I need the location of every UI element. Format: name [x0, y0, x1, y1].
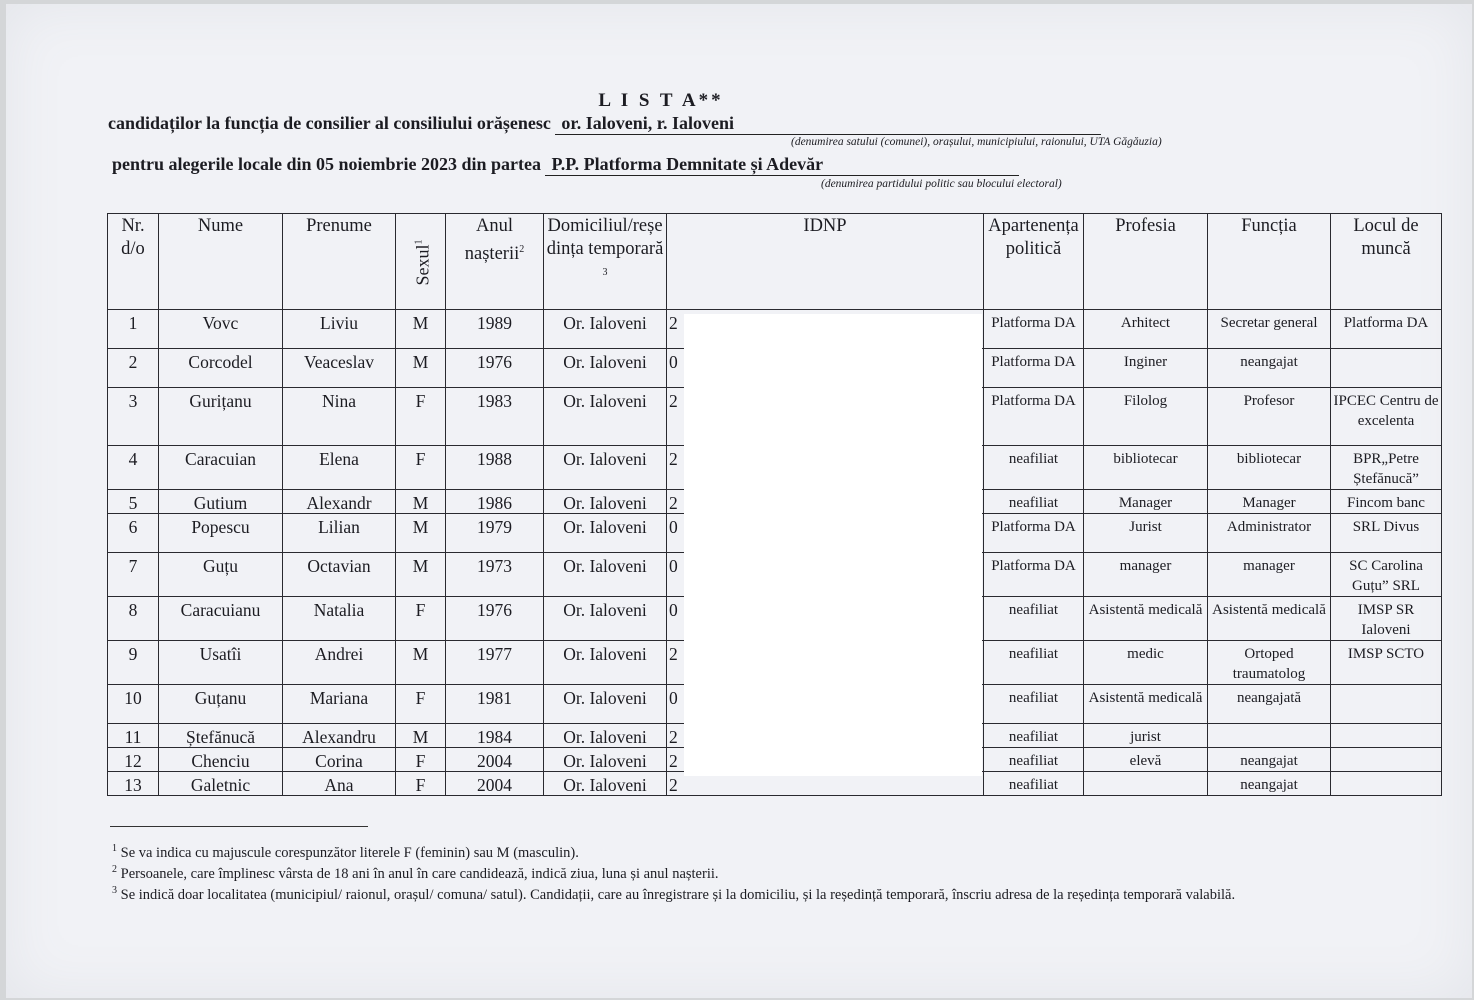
cell-sex: M	[396, 310, 446, 349]
cell-domiciliu: Or. Ialoveni	[544, 724, 667, 748]
cell-apartenenta: Platforma DA	[984, 514, 1084, 553]
cell-nume: Chenciu	[159, 748, 283, 772]
cell-apartenenta: neafiliat	[984, 724, 1084, 748]
cell-an: 1976	[446, 349, 544, 388]
cell-functia: neangajat	[1208, 349, 1331, 388]
cell-nume: Gurițanu	[159, 388, 283, 446]
cell-profesia: Filolog	[1084, 388, 1208, 446]
party-line-label: pentru alegerile locale din 05 noiembrie 2023 din partea	[112, 154, 541, 174]
cell-locul: IMSP SCTO	[1331, 641, 1442, 685]
footnote-separator	[110, 826, 368, 827]
col-header-apartenenta: Apartenența politică	[984, 214, 1084, 310]
cell-idnp: 2	[667, 772, 984, 796]
redaction-box	[684, 314, 982, 776]
cell-nume: Caracuianu	[159, 597, 283, 641]
cell-nr: 9	[108, 641, 159, 685]
cell-nr: 4	[108, 446, 159, 490]
cell-apartenenta: neafiliat	[984, 446, 1084, 490]
cell-prenume: Corina	[283, 748, 396, 772]
cell-an: 1976	[446, 597, 544, 641]
cell-locul	[1331, 724, 1442, 748]
cell-idnp: 2	[667, 310, 984, 349]
col-header-domiciliul	[544, 214, 667, 310]
cell-domiciliu: Or. Ialoveni	[544, 553, 667, 597]
col-header-anul	[446, 214, 544, 310]
cell-nume: Ștefănucă	[159, 724, 283, 748]
cell-an: 1989	[446, 310, 544, 349]
cell-idnp: 0	[667, 553, 984, 597]
cell-functia: neangajată	[1208, 685, 1331, 724]
cell-functia: Profesor	[1208, 388, 1331, 446]
cell-functia: Ortoped traumatolog	[1208, 641, 1331, 685]
cell-idnp: 0	[667, 597, 984, 641]
document-page	[6, 4, 1472, 998]
cell-profesia: elevă	[1084, 748, 1208, 772]
cell-locul	[1331, 748, 1442, 772]
cell-an: 1986	[446, 490, 544, 514]
cell-domiciliu: Or. Ialoveni	[544, 446, 667, 490]
cell-prenume: Alexandr	[283, 490, 396, 514]
cell-profesia: medic	[1084, 641, 1208, 685]
cell-profesia: manager	[1084, 553, 1208, 597]
anul-label: Anul nașterii	[464, 216, 520, 265]
cell-nume: Galetnic	[159, 772, 283, 796]
cell-an: 2004	[446, 772, 544, 796]
party-name: P.P. Platforma Demnitate și Adevăr	[545, 154, 1019, 176]
cell-profesia: Jurist	[1084, 514, 1208, 553]
cell-functia: Secretar general	[1208, 310, 1331, 349]
cell-apartenenta: neafiliat	[984, 641, 1084, 685]
cell-locul: SRL Divus	[1331, 514, 1442, 553]
cell-domiciliu: Or. Ialoveni	[544, 597, 667, 641]
col-header-functia: Funcția	[1208, 214, 1331, 310]
cell-prenume: Octavian	[283, 553, 396, 597]
footnote-3	[112, 880, 1432, 906]
col-header-locul: Locul de muncă	[1331, 214, 1442, 310]
cell-apartenenta: neafiliat	[984, 597, 1084, 641]
col-header-idnp: IDNP	[667, 214, 984, 310]
cell-functia: Administrator	[1208, 514, 1331, 553]
cell-idnp: 0	[667, 514, 984, 553]
cell-sex: M	[396, 641, 446, 685]
cell-sex: M	[396, 349, 446, 388]
cell-nume: Caracuian	[159, 446, 283, 490]
cell-functia: neangajat	[1208, 748, 1331, 772]
cell-an: 1988	[446, 446, 544, 490]
cell-profesia: Asistentă medicală	[1084, 685, 1208, 724]
cell-locul: BPR„Petre Ștefănucă”	[1331, 446, 1442, 490]
party-note: (denumirea partidului politic sau blocului electoral)	[821, 178, 1062, 190]
council-line	[108, 113, 1101, 135]
cell-prenume: Veaceslav	[283, 349, 396, 388]
cell-profesia: jurist	[1084, 724, 1208, 748]
cell-apartenenta: neafiliat	[984, 490, 1084, 514]
cell-sex: M	[396, 724, 446, 748]
footnote-2-text: Persoanele, care împlinesc vârsta de 18 ani în anul în care candidează, indică ziua, luna și anul nașterii.	[120, 865, 719, 882]
cell-idnp: 0	[667, 685, 984, 724]
anul-footnote-mark: 2	[519, 244, 525, 255]
cell-sex: F	[396, 388, 446, 446]
cell-sex: F	[396, 597, 446, 641]
cell-nume: Vovc	[159, 310, 283, 349]
council-line-label: candidaților la funcția de consilier al consiliului orășenesc	[108, 113, 551, 133]
cell-locul	[1331, 349, 1442, 388]
cell-locul: Platforma DA	[1331, 310, 1442, 349]
cell-domiciliu: Or. Ialoveni	[544, 310, 667, 349]
cell-domiciliu: Or. Ialoveni	[544, 748, 667, 772]
cell-nr: 10	[108, 685, 159, 724]
cell-profesia: Arhitect	[1084, 310, 1208, 349]
cell-apartenenta: Platforma DA	[984, 553, 1084, 597]
cell-prenume: Natalia	[283, 597, 396, 641]
cell-prenume: Lilian	[283, 514, 396, 553]
cell-nr: 11	[108, 724, 159, 748]
table-header-row	[108, 214, 1442, 310]
cell-domiciliu: Or. Ialoveni	[544, 685, 667, 724]
col-header-profesia: Profesia	[1084, 214, 1208, 310]
cell-apartenenta: neafiliat	[984, 685, 1084, 724]
domiciliul-label: Domiciliul/reședința temporară	[546, 216, 664, 259]
cell-prenume: Nina	[283, 388, 396, 446]
footnote-1-text: Se va indica cu majuscule corespunzător literele F (feminin) sau M (masculin).	[120, 844, 579, 861]
cell-nr: 7	[108, 553, 159, 597]
cell-apartenenta: Platforma DA	[984, 310, 1084, 349]
cell-nume: Guțanu	[159, 685, 283, 724]
cell-sex: F	[396, 446, 446, 490]
cell-domiciliu: Or. Ialoveni	[544, 514, 667, 553]
footnote-1-mark: 1	[112, 843, 117, 854]
cell-functia: manager	[1208, 553, 1331, 597]
locality-note: (denumirea satului (comunei), orașului, municipiului, raionului, UTA Găgăuzia)	[791, 136, 1162, 148]
cell-idnp: 2	[667, 748, 984, 772]
cell-sex: M	[396, 514, 446, 553]
cell-profesia: Manager	[1084, 490, 1208, 514]
domiciliul-footnote-mark: 3	[602, 267, 608, 278]
col-header-prenume: Prenume	[283, 214, 396, 310]
col-header-sexul	[396, 214, 446, 310]
cell-domiciliu: Or. Ialoveni	[544, 349, 667, 388]
document-title: L I S T A**	[598, 90, 724, 111]
cell-an: 2004	[446, 748, 544, 772]
cell-an: 1984	[446, 724, 544, 748]
cell-locul: IPCEC Centru de excelenta	[1331, 388, 1442, 446]
cell-functia: neangajat	[1208, 772, 1331, 796]
cell-profesia	[1084, 772, 1208, 796]
cell-locul	[1331, 685, 1442, 724]
cell-functia: Manager	[1208, 490, 1331, 514]
cell-sex: M	[396, 553, 446, 597]
cell-apartenenta: neafiliat	[984, 748, 1084, 772]
cell-domiciliu: Or. Ialoveni	[544, 490, 667, 514]
footnote-3-mark: 3	[112, 885, 117, 896]
cell-nume: Guțu	[159, 553, 283, 597]
cell-prenume: Liviu	[283, 310, 396, 349]
cell-functia	[1208, 724, 1331, 748]
cell-nr: 5	[108, 490, 159, 514]
cell-domiciliu: Or. Ialoveni	[544, 772, 667, 796]
cell-nr: 12	[108, 748, 159, 772]
cell-prenume: Ana	[283, 772, 396, 796]
cell-apartenenta: Platforma DA	[984, 388, 1084, 446]
party-line	[112, 154, 1019, 176]
cell-an: 1983	[446, 388, 544, 446]
cell-nr: 13	[108, 772, 159, 796]
cell-an: 1981	[446, 685, 544, 724]
cell-prenume: Elena	[283, 446, 396, 490]
cell-idnp: 2	[667, 388, 984, 446]
cell-prenume: Mariana	[283, 685, 396, 724]
cell-nume: Corcodel	[159, 349, 283, 388]
cell-idnp: 2	[667, 641, 984, 685]
cell-nume: Gutium	[159, 490, 283, 514]
cell-nume: Usatîi	[159, 641, 283, 685]
col-header-nr: Nr. d/o	[108, 214, 159, 310]
cell-functia: Asistentă medicală	[1208, 597, 1331, 641]
footnote-3-text: Se indică doar localitatea (municipiul/ raionul, orașul/ comuna/ satul). Candidații, care au înregistrare și la domiciliu, și la reședință temporară, înscriu adresa de la reședința temporară valabilă.	[120, 886, 1236, 903]
cell-nr: 2	[108, 349, 159, 388]
cell-nume: Popescu	[159, 514, 283, 553]
cell-sex: F	[396, 772, 446, 796]
cell-nr: 6	[108, 514, 159, 553]
cell-apartenenta: neafiliat	[984, 772, 1084, 796]
cell-an: 1979	[446, 514, 544, 553]
sexul-label: Sexul	[412, 244, 433, 286]
cell-an: 1973	[446, 553, 544, 597]
cell-profesia: Inginer	[1084, 349, 1208, 388]
council-locality: or. Ialoveni, r. Ialoveni	[555, 113, 1101, 135]
cell-an: 1977	[446, 641, 544, 685]
cell-domiciliu: Or. Ialoveni	[544, 388, 667, 446]
cell-idnp: 2	[667, 724, 984, 748]
cell-nr: 8	[108, 597, 159, 641]
col-header-nume: Nume	[159, 214, 283, 310]
cell-locul: Fincom banc	[1331, 490, 1442, 514]
cell-sex: M	[396, 490, 446, 514]
sexul-footnote-mark: 1	[413, 239, 425, 245]
cell-apartenenta: Platforma DA	[984, 349, 1084, 388]
cell-locul: SC Carolina Guțu” SRL	[1331, 553, 1442, 597]
cell-locul	[1331, 772, 1442, 796]
cell-idnp: 2	[667, 446, 984, 490]
cell-prenume: Alexandru	[283, 724, 396, 748]
cell-idnp: 2	[667, 490, 984, 514]
cell-nr: 1	[108, 310, 159, 349]
cell-sex: F	[396, 748, 446, 772]
cell-profesia: Asistentă medicală	[1084, 597, 1208, 641]
cell-idnp: 0	[667, 349, 984, 388]
cell-functia: bibliotecar	[1208, 446, 1331, 490]
cell-nr: 3	[108, 388, 159, 446]
cell-domiciliu: Or. Ialoveni	[544, 641, 667, 685]
cell-profesia: bibliotecar	[1084, 446, 1208, 490]
footnote-2-mark: 2	[112, 864, 117, 875]
cell-prenume: Andrei	[283, 641, 396, 685]
cell-locul: IMSP SR Ialoveni	[1331, 597, 1442, 641]
cell-sex: F	[396, 685, 446, 724]
